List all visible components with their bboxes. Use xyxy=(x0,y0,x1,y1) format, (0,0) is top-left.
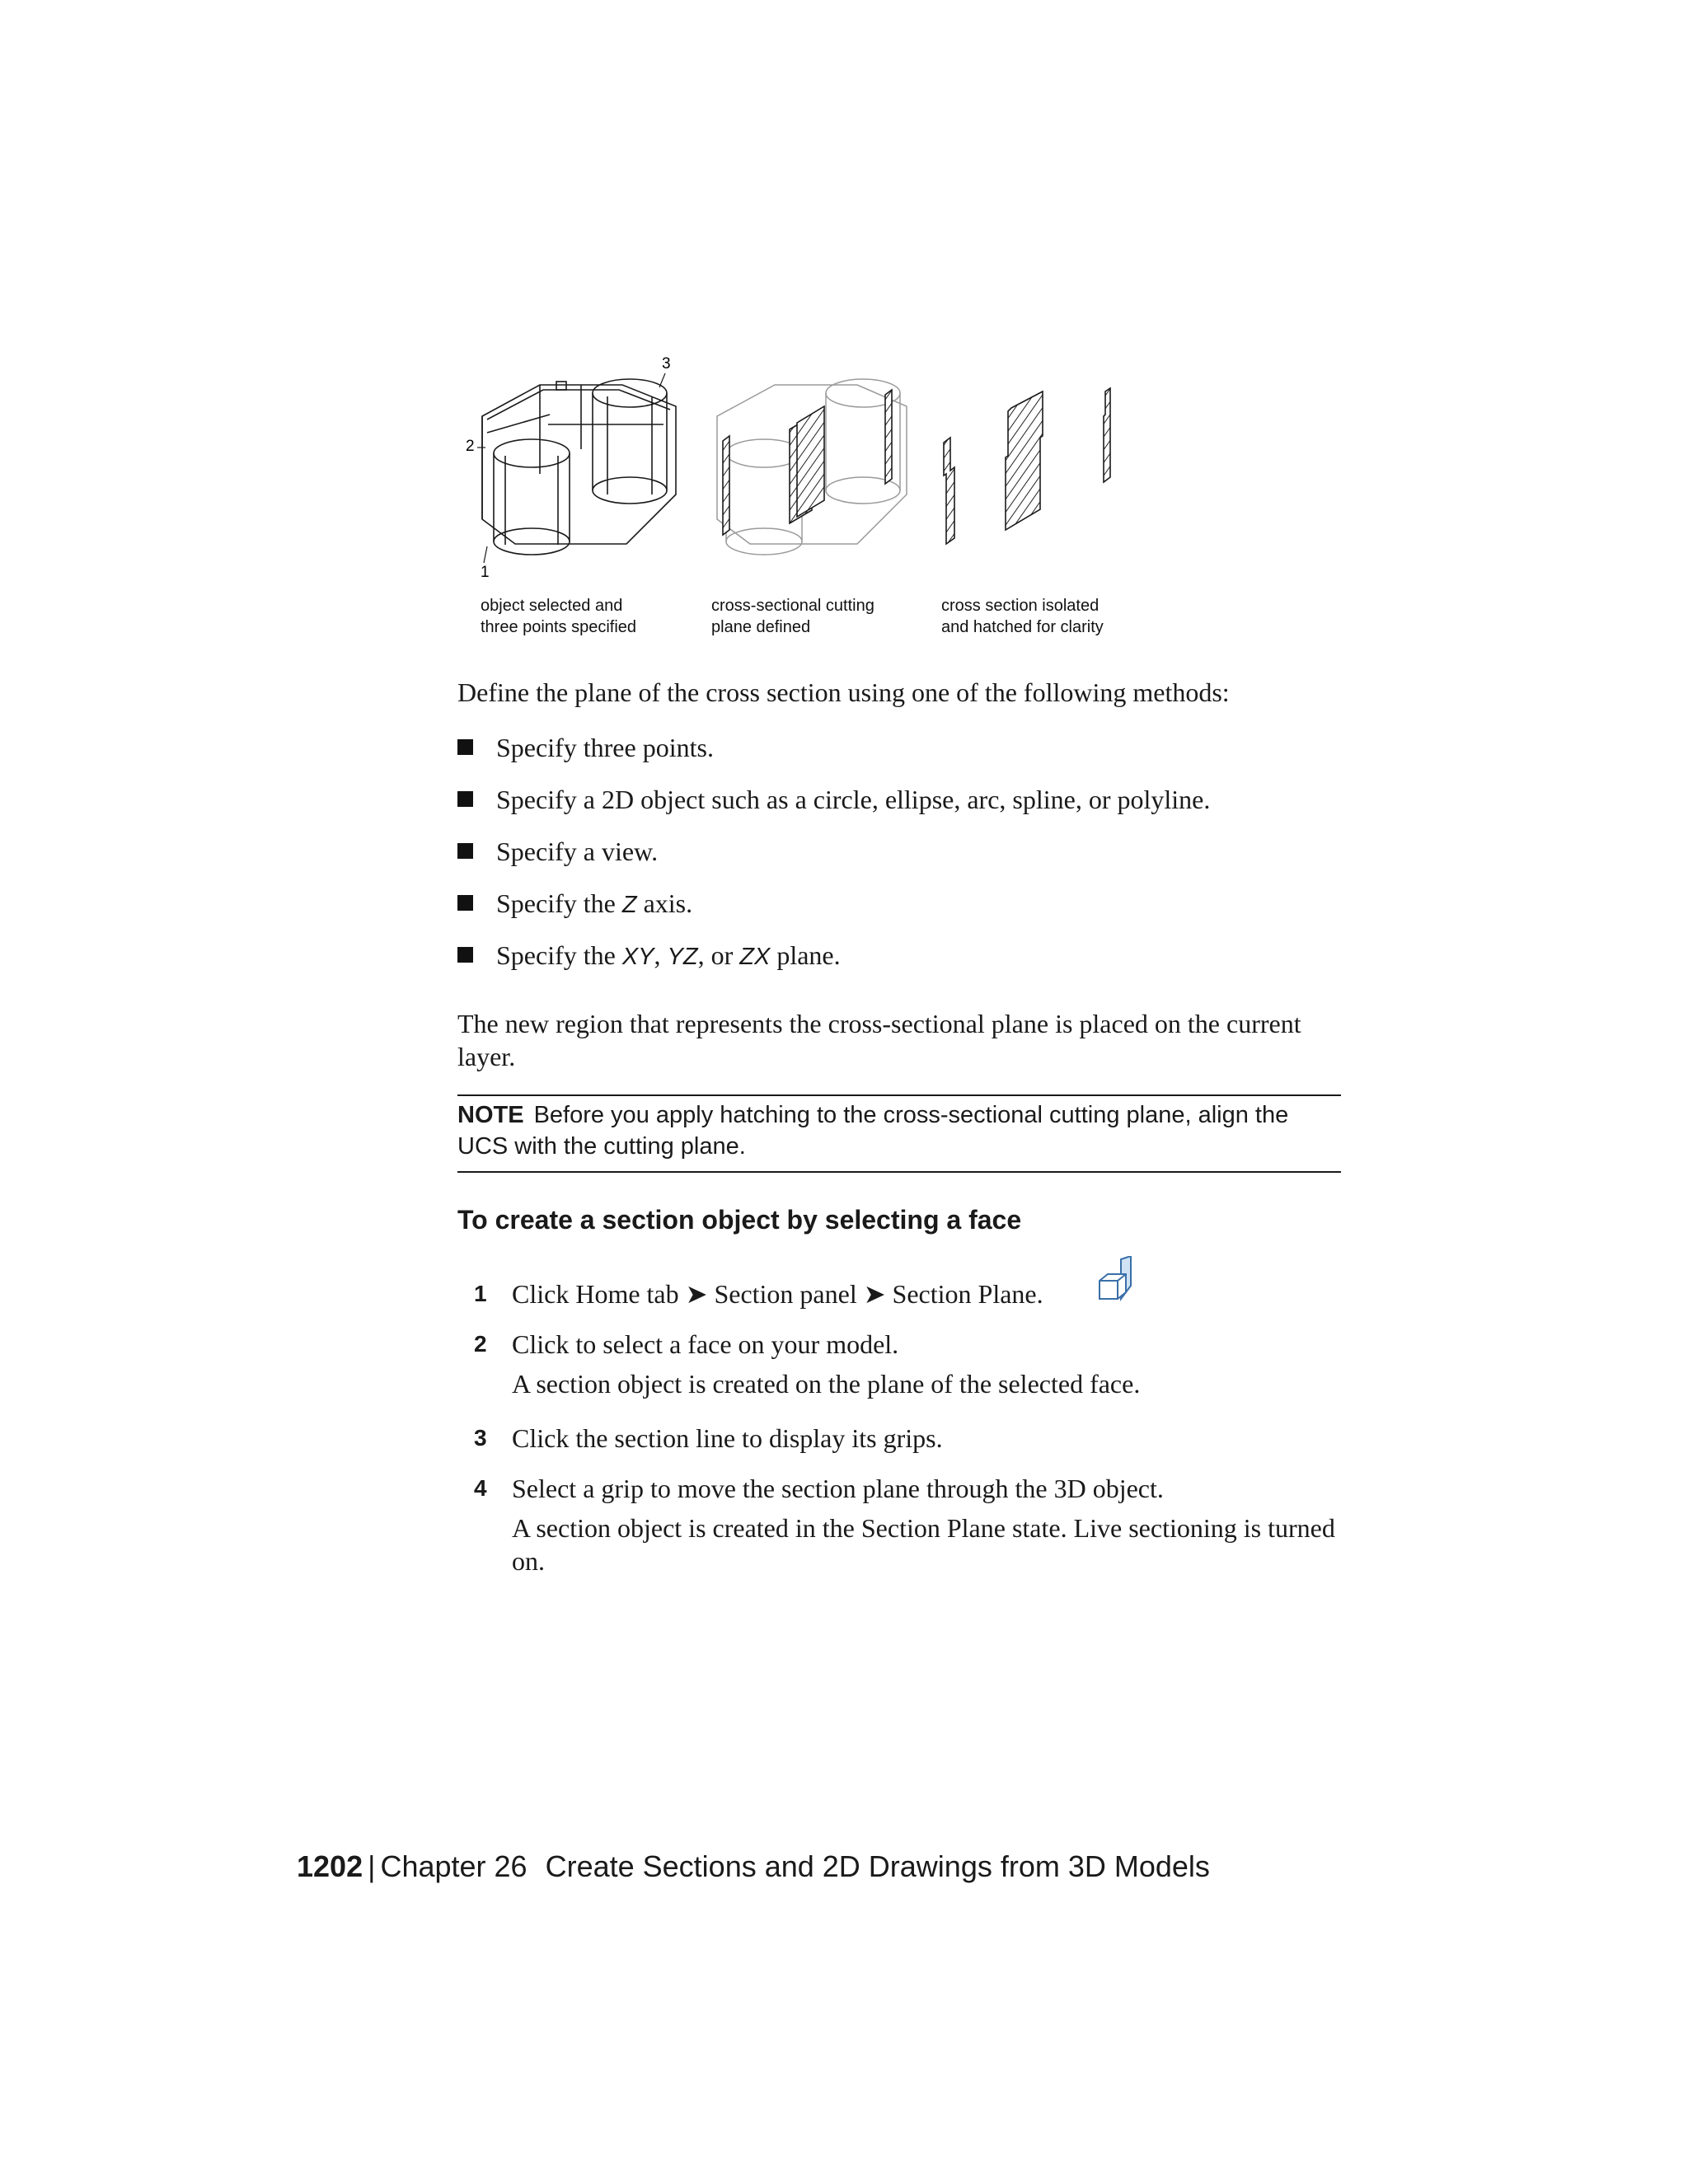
step-text: Click the section line to display its grips. xyxy=(512,1423,943,1453)
step-number: 2 xyxy=(474,1331,487,1357)
caption-cutting-plane: cross-sectional cutting plane defined xyxy=(711,597,874,636)
object-selected-drawing xyxy=(482,379,676,555)
note-top-rule xyxy=(457,1094,1341,1096)
section-plane-icon xyxy=(1096,1256,1136,1304)
note-block xyxy=(457,1099,1341,1162)
bullet-icon xyxy=(457,895,473,911)
step-number: 3 xyxy=(474,1425,487,1451)
caption-object-selected: object selected and three points specified xyxy=(481,597,637,636)
note-label: NOTE xyxy=(457,1102,524,1128)
step-number: 4 xyxy=(474,1475,487,1501)
step-number: 1 xyxy=(474,1281,487,1306)
footer-separator: | xyxy=(368,1849,376,1883)
step-text: Click to select a face on your model. xyxy=(512,1329,899,1359)
bullet-icon xyxy=(457,947,473,963)
cross-section-figure xyxy=(457,350,1133,643)
chapter-label: Chapter 26 xyxy=(380,1849,528,1883)
chapter-title: Create Sections and 2D Drawings from 3D Models xyxy=(545,1849,1210,1883)
bullet-icon xyxy=(457,791,473,807)
note-bottom-rule xyxy=(457,1171,1341,1173)
note-text: Before you apply hatching to the cross-sectional cutting plane, align the UCS with the cutting plane. xyxy=(457,1102,1289,1160)
caption-cross-section-isolated: cross section isolated and hatched for clarity xyxy=(941,597,1104,636)
bullet-icon xyxy=(457,843,473,859)
step-result: A section object is created in the Section Plane state. Live sectioning is turned on. xyxy=(512,1513,1335,1576)
region-paragraph: The new region that represents the cross-sectional plane is placed on the current layer. xyxy=(457,1009,1301,1071)
intro-text: Define the plane of the cross section using one of the following methods: xyxy=(457,677,1230,707)
step-result: A section object is created on the plane of the selected face. xyxy=(512,1369,1141,1399)
procedure-heading: To create a section object by selecting a face xyxy=(457,1205,1022,1235)
page-number: 1202 xyxy=(297,1849,363,1883)
step-text: Select a grip to move the section plane through the 3D object. xyxy=(512,1474,1164,1503)
isolated-sections-drawing xyxy=(944,388,1110,544)
page-footer xyxy=(297,1849,1210,1885)
step-text: Click Home tab ➤ Section panel ➤ Section Plane. xyxy=(512,1279,1043,1309)
point-label-1: 1 xyxy=(481,564,490,581)
point-label-2: 2 xyxy=(466,438,475,455)
point-label-3: 3 xyxy=(662,355,671,373)
bullet-icon xyxy=(457,739,473,755)
